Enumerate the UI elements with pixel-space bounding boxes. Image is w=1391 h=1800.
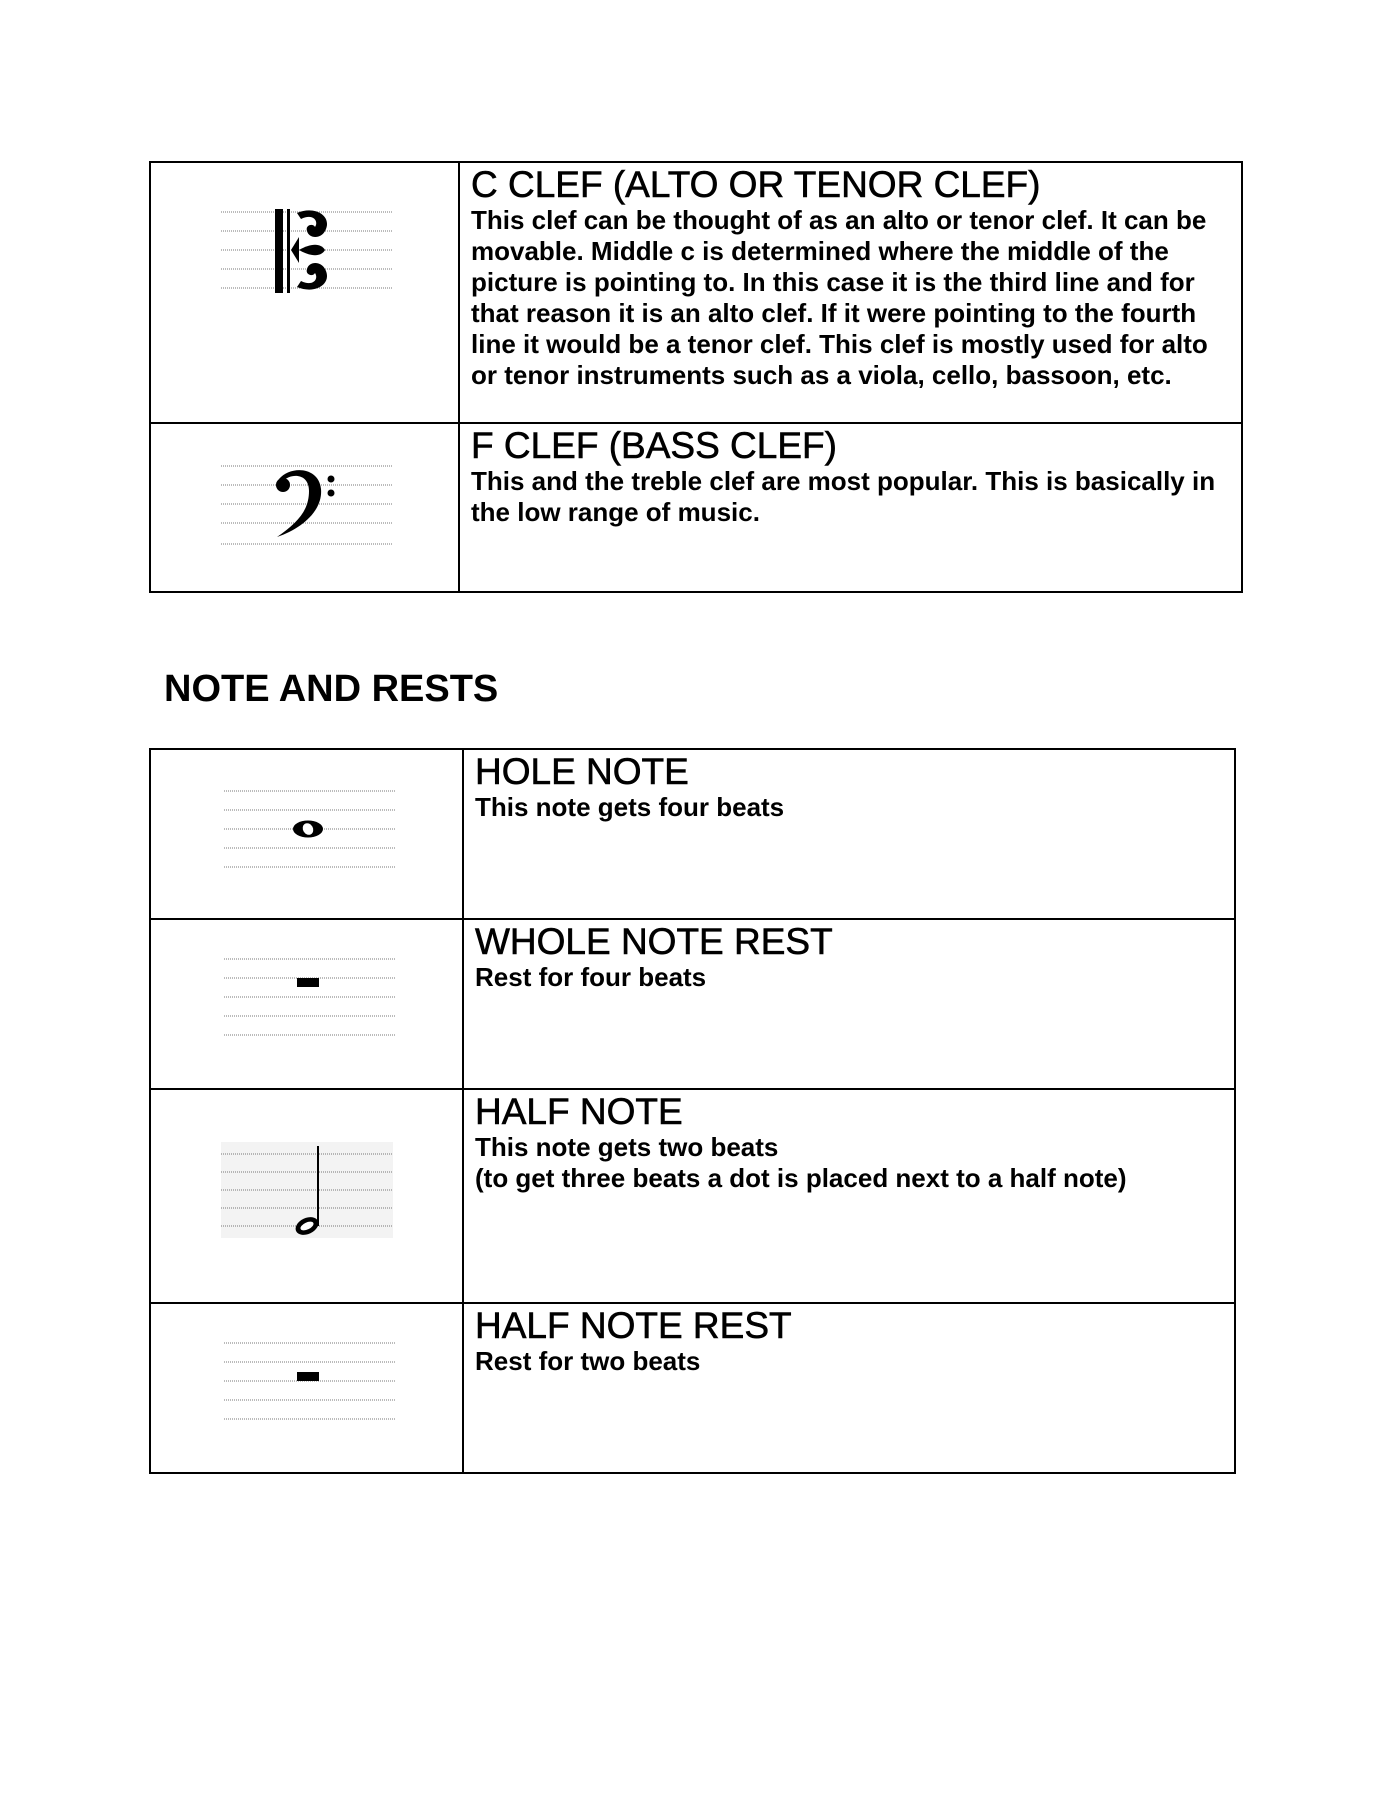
whole-note-text-cell xyxy=(463,749,1235,919)
half-rest-image-cell xyxy=(150,1303,463,1473)
half-rest-text-cell xyxy=(463,1303,1235,1473)
clef-table xyxy=(149,161,1243,593)
whole-rest-text-cell xyxy=(463,919,1235,1089)
c-clef-text-cell xyxy=(459,162,1242,423)
c-clef-image-cell xyxy=(150,162,459,423)
note-title: HOLE NOTE xyxy=(475,751,689,792)
half-note-text-cell xyxy=(463,1089,1235,1303)
whole-note-image-cell xyxy=(150,749,463,919)
note-description: This note gets four beats xyxy=(475,792,785,822)
section-heading: NOTE AND RESTS xyxy=(164,668,499,710)
note-description: Rest for four beats xyxy=(475,962,707,992)
table-row xyxy=(150,423,1242,592)
note-description: This note gets two beats xyxy=(475,1132,779,1162)
table-row xyxy=(150,1089,1235,1303)
f-clef-image-cell xyxy=(150,423,459,592)
notes-table xyxy=(149,748,1236,1474)
half-note-icon xyxy=(221,1142,393,1238)
table-row xyxy=(150,162,1242,423)
f-clef-text-cell xyxy=(459,423,1242,592)
clef-title: C CLEF (ALTO OR TENOR CLEF) xyxy=(471,164,1041,205)
note-title: HALF NOTE xyxy=(475,1091,683,1132)
clef-title: F CLEF (BASS CLEF) xyxy=(471,425,837,466)
note-description: Rest for two beats xyxy=(475,1346,701,1376)
note-description: (to get three beats a dot is placed next to a half note) xyxy=(475,1163,1127,1193)
whole-rest-image-cell xyxy=(150,919,463,1089)
note-title: HALF NOTE REST xyxy=(475,1305,792,1346)
clef-description: This and the treble clef are most popular. This is basically in the low range of music. xyxy=(471,466,1216,527)
table-row xyxy=(150,1303,1235,1473)
whole-note-icon xyxy=(224,786,396,876)
note-title: WHOLE NOTE REST xyxy=(475,921,833,962)
f-clef-icon xyxy=(221,461,393,551)
table-row xyxy=(150,919,1235,1089)
half-rest-icon xyxy=(224,1338,396,1428)
whole-rest-icon xyxy=(224,954,396,1044)
half-note-image-cell xyxy=(150,1089,463,1303)
clef-description: This clef can be thought of as an alto or tenor clef. It can be movable. Middle c is determined where the middle of the picture is pointing to. In this case it is the third line and for that reason it is an alto clef. If it were pointing to the fourth line it would be a tenor clef. This clef is mostly used for alto or tenor instruments such as a viola, cello, bassoon, etc. xyxy=(471,205,1208,390)
c-clef-icon xyxy=(221,207,393,297)
table-row xyxy=(150,749,1235,919)
